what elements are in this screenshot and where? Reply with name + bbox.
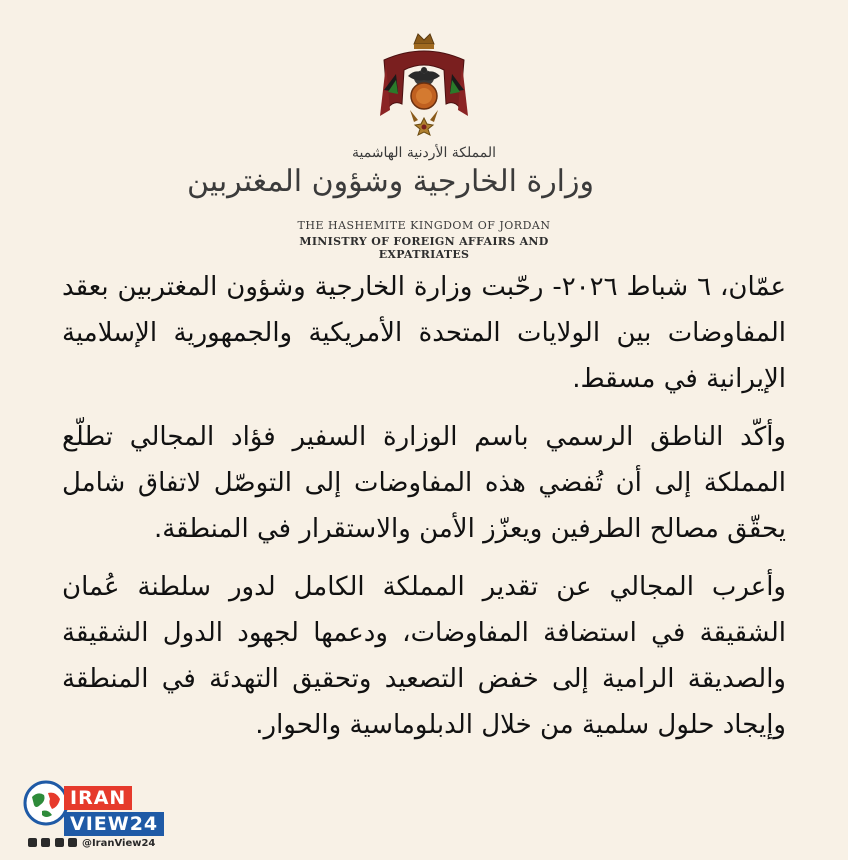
watermark-logo-top: IRAN xyxy=(64,786,132,810)
kingdom-name-arabic: المملكة الأردنية الهاشمية xyxy=(351,145,497,161)
watermark-logo-bottom: VIEW24 xyxy=(64,812,164,836)
twitter-icon xyxy=(55,838,64,847)
instagram-icon xyxy=(41,838,50,847)
globe-icon xyxy=(22,779,70,827)
telegram-icon xyxy=(28,838,37,847)
paragraph-1: عمّان، ٦ شباط ٢٠٢٦- رحّبت وزارة الخارجية وشؤون المغتربين بعقد المفاوضات بين الولايات المتحدة الأمريكية والجمهورية الإسلامية الإيرانية في مسقط. xyxy=(62,272,786,394)
kingdom-name-english: THE HASHEMITE KINGDOM OF JORDAN xyxy=(297,219,551,232)
watermark-social-row xyxy=(28,838,155,849)
iranview24-watermark xyxy=(14,776,174,850)
paragraph-3: وأعرب المجالي عن تقدير المملكة الكامل لدور سلطنة عُمان الشقيقة في استضافة المفاوضات، ودعمها لجهود الدول الشقيقة والصديقة الرامية إلى خفض التصعيد وتحقيق التهدئة في المنطقة وإيجاد حلول سلمية من خلال الدبلوماسية والحوار. xyxy=(62,572,786,740)
statement-body xyxy=(62,264,786,760)
paragraph-2: وأكّد الناطق الرسمي باسم الوزارة السفير فؤاد المجالي تطلّع المملكة إلى أن تُفضي هذه المفاوضات إلى التوصّل لاتفاق شامل يحقّق مصالح الطرفين ويعزّز الأمن والاستقرار في المنطقة. xyxy=(62,422,786,544)
ministry-name-english: MINISTRY OF FOREIGN AFFAIRS AND EXPATRIATES xyxy=(299,235,549,261)
youtube-icon xyxy=(68,838,77,847)
social-handle: @IranView24 xyxy=(81,838,156,849)
ministry-name-arabic: وزارة الخارجية وشؤون المغتربين xyxy=(186,164,594,199)
jordan-coat-of-arms-icon xyxy=(374,30,474,150)
